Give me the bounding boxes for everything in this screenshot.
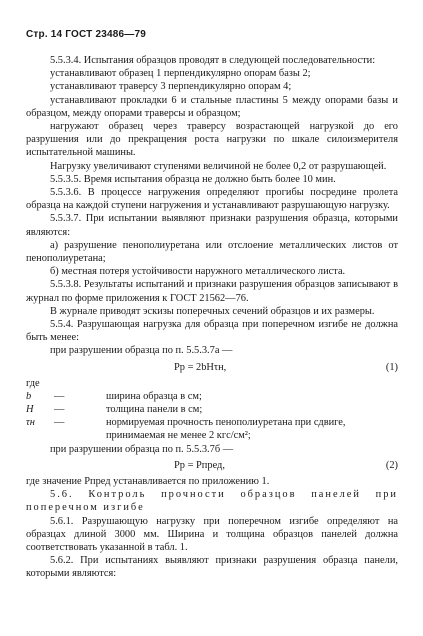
paragraph: где значение Pпред устанавливается по приложению 1. <box>26 475 270 487</box>
definition-text: толщина панели в см; <box>106 404 203 416</box>
list-item: устанавливают прокладки 6 и стальные пластины 5 между опорами базы и образцом, между опорами траверсы и образцом; <box>26 94 398 119</box>
document-body <box>26 54 398 581</box>
formula-number: (2) <box>385 459 398 471</box>
list-item: устанавливают образец 1 перпендикулярно опорам базы 2; <box>50 68 311 80</box>
definition-text: ширина образца в см; <box>106 390 202 402</box>
definition-symbol: H <box>26 404 34 416</box>
list-item: нагружают образец через траверсу возрастающей нагрузкой до его разрушения или до прекращения роста нагрузки по шкале силоизмерителя испытательной машины. <box>26 121 398 159</box>
paragraph: а) разрушение пенополиуретана или отслоение металлических листов от пенополиуретана; <box>26 239 398 265</box>
formula-2 <box>26 457 398 474</box>
paragraph: где <box>26 377 40 389</box>
page-header: Стр. 14 ГОСТ 23486—79 <box>26 29 146 40</box>
definition-item: H — толщина панели в см; <box>26 404 203 416</box>
paragraph: при разрушении образца по п. 5.5.3.7б — <box>50 443 234 455</box>
paragraph: 5.5.3.7. При испытании выявляют признаки разрушения образца, которыми являются: <box>26 213 398 238</box>
definition-item: b — ширина образца в см; <box>26 390 202 402</box>
formula-1 <box>26 359 398 376</box>
paragraph: 5.6.1. Разрушающую нагрузку при поперечном изгибе определяют на образцах длиной 3000 мм. Ширина и толщина образцов панелей должна соответствовать указанной в табл. 1. <box>26 515 398 553</box>
paragraph: Нагрузку увеличивают ступенями величиной не более 0,2 от разрушающей. <box>50 160 387 172</box>
paragraph: 5.5.4. Разрушающая нагрузка для образца при поперечном изгибе не должна быть менее: <box>26 319 398 344</box>
paragraph: 5.5.3.5. Время испытания образца не должно быть более 10 мин. <box>50 173 336 185</box>
definition-text: нормируемая прочность пенополиуретана при сдвиге, принимаемая не менее 2 кгс/см²; <box>106 417 346 442</box>
formula-expression: Pр = 2bHτн, <box>174 361 227 373</box>
paragraph: при разрушении образца по п. 5.5.3.7а — <box>50 345 233 357</box>
list-item: б) местная потеря устойчивости наружного металлического листа. <box>50 266 346 278</box>
formula-number: (1) <box>385 361 398 373</box>
definition-symbol: b <box>26 390 32 402</box>
definition-symbol: τн <box>26 417 35 429</box>
section-heading: 5.6. Контроль прочности образцов панелей при поперечном изгибе <box>26 489 398 514</box>
definition-item: τн — нормируемая прочность пенополиуретана при сдвиге, принимаемая не менее 2 кгс/см²; <box>26 417 346 442</box>
formula-expression: Pр = Pпред, <box>174 459 225 471</box>
paragraph: 5.5.3.4. Испытания образцов проводят в следующей последовательности: <box>50 55 376 66</box>
paragraph: В журнале приводят эскизы поперечных сечений образцов и их размеры. <box>50 305 375 317</box>
list-item: 5.5.3.8. Результаты испытаний и признаки разрушения образцов записывают в журнал по форме приложения к ГОСТ 21562—76. <box>26 279 398 304</box>
paragraph: 5.6.2. При испытаниях выявляют признаки разрушения образца панели, которыми являются: <box>26 555 398 580</box>
list-item: устанавливают траверсу 3 перпендикулярно опорам 4; <box>50 81 292 93</box>
paragraph: 5.5.3.6. В процессе нагружения определяют прогибы посредине пролета образца на каждой ступени нагружения и устанавливают разрушающую нагрузку. <box>26 187 398 212</box>
